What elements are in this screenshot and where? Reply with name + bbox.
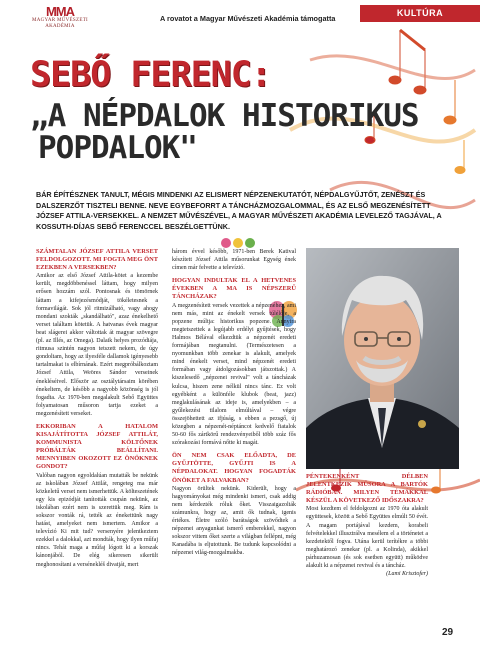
logo-text-line2: AKADÉMIA xyxy=(45,24,75,29)
section-label: KULTÚRA xyxy=(360,5,480,22)
author-signature: (Lami Krisztofer) xyxy=(386,571,428,578)
question-1: SZÁMTALAN JÓZSEF ATTILA VERSET FELDOLGOZOTT. MI FOGTA MEG ÖNT EZEKBEN A VERSEKBEN? xyxy=(36,248,158,272)
column-3 xyxy=(306,473,428,578)
portrait-illustration xyxy=(306,248,459,469)
title-quote-line1: „A NÉPDALOK HISTORIKUS xyxy=(30,98,419,134)
answer-3: A megzenésített versek vezettek a népzenéhez, ami nem más, mint az énekelt versek túlélője, a popzene múltja: historikus popzene. Annyira megtetszettek a legújabb erdélyi gyűjtések, hogy Halmos Bélával elkezdtük a népzenét eredeti formájában megtanulni. (Természetesen a nyomunkban több zenekar is alakult, amelyek mind énekelt verset, mind népzenét eredeti formában vagy átdolgozásokban játszottak.) A kiszelesedő „népzenei revival" volt a táncházak kulcsa, hiszen zene nélkül nincs tánc. Ez volt egyébként a különféle klubok (beat, jazz) meglakulásának az ideje is, amelyekben – a gyűlekezési tilalom elmúltával – végre összejöhettett az ifjúság, s ebben a pezsgő, új közegben a népzenét-néptáncot kedvelő fiatalok 50-60 fős zártkörű rendezvényeiből több száz fős szórakozási formává nőtte ki magát. xyxy=(172,302,296,447)
answer-1: Amikor az első József Attila-kötet a kezembe került, megdöbbenéssel láttam, hogy milyen erősen hozzám szól. Pontosnak és tömörnek láttam a kifejezésmódját, tökéletesnek a formavilágát. Sok jól ritmizálható, vagy ahogy mondani szokták „skandálható", azaz énekelhető verset találtam kötetük. A hatvanas évek magyar beat slágerei akkor váltottak át magyar szövegre (pl. az Illés, az Omega). Dalaik helyes prozódiája, ritmusa szintén nagyon tetszett nekem, de úgy gondoltam, hogy az ilyesféle dallamok igényesebb tartalmakat is elbírnának. Ezért megpróbálkoztam József Attila, Weöres Sándor verseinek énekléséivel. Először az osztálytársaim körében énekeltem, de később a nagyobb közönség is jól fogadta. Az 1970-ben megalakult Sebő Együttes folyamatosan műsoron tartja ezeket a megzenésített verseket. xyxy=(36,273,158,417)
answer-2-continued: három évvel később, 1971-ben Berek Katival készített József Attila műsorunkat Egység ének címen már felvette a televízió. xyxy=(172,249,296,272)
answer-2: Valóban nagyon egyoldalúan mutatták be nekünk az iskolában József Attilát, rengeteg ma már közkeletű verset nem ismerhettük. A költeszetének egy kis epizódját tanították csupán nekünk, az iskolában ezért nem is szerettük meg. Rám is sokszor vonták rá, tették az énekettünk nagy hatást, amelyeket nem ismertem. Amikor a televízió Ki mit tud? versenyére jelentkeztem ezekkel a dalokkal, azt mondták, hogy ilyen műfaj nincs. Tehát maga a műfaj lógott ki a korszak kánonjából. De elég sikeresen sikerült meghonosítani a versénekléš divatját, mert xyxy=(36,472,158,568)
article-title-quote xyxy=(30,100,419,164)
logo-text-line1: MAGYAR MŰVÉSZETI xyxy=(31,18,89,23)
question-3: HOGYAN INDULTAK EL A HETVENES ÉVEKBEN A MA IS NÉPSZERŰ TÁNCHÁZAK? xyxy=(172,277,296,301)
page-number: 29 xyxy=(442,627,454,638)
question-4: ÖN NEM CSAK ELŐADTA, DE GYŰJTÖTTE, GYŰJTI IS A NÉPDALOKAT. HOGYAN FOGADTÁK ÖNÖKET A FALVAKBAN? xyxy=(172,452,296,484)
title-quote-line2: POPDALOK" xyxy=(38,130,197,166)
answer-5: Most kezdtem el feldolgozni az 1970 óta alakult együttesek, között a Sebő Együttes elmúlt 50 évét. A magam portájával kezdem, korabeli felvételekkel illusztrálva mesélem el a történetet a kezdetektől fogva. Utána kerül terítékre a többi meghatározó zenekar (pl. a Kolinda), akikkel párhuzamosan (és sok esetben együtt) működve alakult ki a népzenei revival és a táncház. xyxy=(306,506,428,570)
article-lead: BÁR ÉPÍTÉSZNEK TANULT, MÉGIS MINDENKI AZ ELISMERT NÉPZENEKUTATÓT, NÉPDALGYŰJTŐT, ZENÉSZT ÉS DALSZERZŐT TISZTELI BENNE. NEVE EGYBEFORRT A TÁNCHÁZMOZGALOMMAL, ÉS AZ ELSŐ MEGZENÉSÍTETT JÓZSEF ATTILA-VERSEKKEL. A NEMZET MŰVÉSZÉVEL, A MAGYAR MŰVÉSZETI AKADÉMIA LEVELEZŐ TAGJÁVAL, A KOSSUTH-DÍJAS SEBŐ FERENCCEL BESZÉLGETTÜNK. xyxy=(36,190,442,231)
answer-4: Nagyon örültek nekünk. Kiderült, hogy a hagyományokat még mindenki ismeri, csak addig nem kérdezték róluk őket. Visszaigazolták számunkra, hogy az, amit ők tudnak, igenis értékes. Életre szóló barátságok szövődtek a népzenei anyagunkat ismerő emberekkel, nagyon sokszor vittem őket szerte a világban fellépni, még Kanadába is eljutottunk. Be tudunk kapcsolódni a népzenei világ-mozgalmakba. xyxy=(172,485,296,557)
question-5: PÉNTEKENKÉNT DÉLBEN JELENTKEZIK MŰSORA A BARTÓK RÁDIÓBAN. MILYEN TÉMÁKKAL KÉSZÜL A KÖVETKEZŐ IDŐSZAKRA? xyxy=(306,473,428,505)
logo-mark: MMA xyxy=(45,4,75,19)
sponsor-note: A rovatot a Magyar Művészeti Akadémia támogatta xyxy=(160,14,336,23)
portrait-photo xyxy=(306,248,459,469)
academy-logo xyxy=(30,6,90,30)
article-title-name: SEBŐ FERENC: xyxy=(30,55,271,95)
question-2: EKKORIBAN A HATALOM KISAJÁTÍTOTTA JÓZSEF ATTILÁT, KOMMUNISTA KÖLTŐNEK PRÓBÁLTÁK BEÁLLÍTANI. MENNYIBEN OKOZOTT EZ ÖNÖKNEK GONDOT? xyxy=(36,422,158,471)
column-2 xyxy=(172,248,296,557)
column-1 xyxy=(36,248,158,569)
